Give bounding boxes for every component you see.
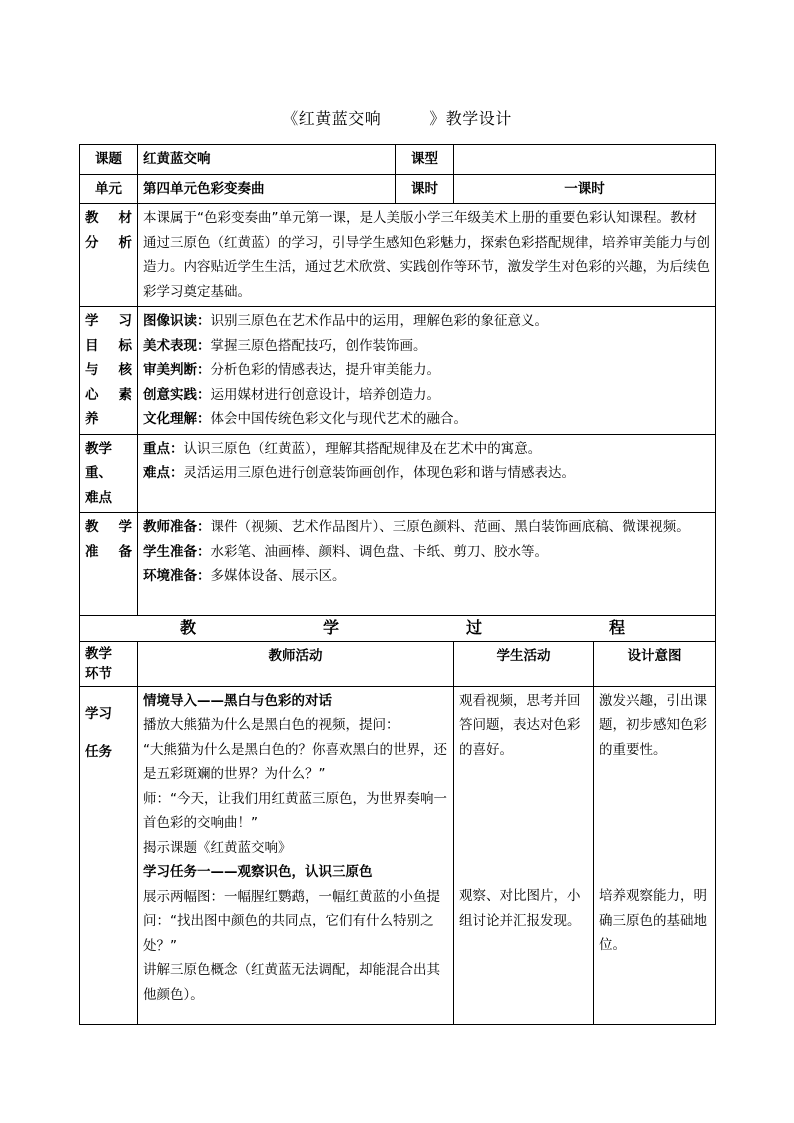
type-label: 课型 (396, 145, 454, 175)
goal-item: 文化理解：体会中国传统色彩文化与现代艺术的融合。 (143, 411, 467, 427)
process-title: 教 学 过 程 (80, 616, 716, 642)
type-value (454, 145, 716, 175)
goal-item: 审美判断：分析色彩的情感表达，提升审美能力。 (143, 362, 440, 378)
analysis-row (80, 204, 716, 307)
hours-value: 一课时 (454, 174, 716, 204)
unit-row (80, 174, 716, 204)
goal-item: 图像识读：识别三原色在艺术作品中的运用，理解色彩的象征意义。 (143, 313, 548, 329)
col-intent-header: 设计意图 (594, 641, 716, 686)
col-teacher-header: 教师活动 (138, 641, 454, 686)
goals-list (138, 307, 716, 435)
prep-label: 教 学 准备 (80, 513, 138, 616)
hours-label: 课时 (396, 174, 454, 204)
prep-item: 环境准备：多媒体设备、展示区。 (143, 568, 346, 584)
goals-row (80, 307, 716, 435)
topic-value: 红黄蓝交响 (138, 145, 396, 175)
prep-row (80, 513, 716, 616)
title-left: 《红黄蓝交响 (282, 109, 382, 128)
col-stage-header: 教学 环节 (80, 641, 138, 686)
analysis-label: 教 材 分析 (80, 204, 138, 307)
topic-row (80, 145, 716, 175)
keypoints-row (80, 434, 716, 513)
goal-item: 创意实践：运用媒材进行创意设计，培养创造力。 (143, 386, 440, 403)
teacher-activity: 情境导入——黑白与色彩的对话 播放大熊猫为什么是黑白色的视频，提问： “大熊猫为什么是黑白色的？你喜欢黑白的世界，还是五彩斑斓的世界？为什么？” 师：“今天，让我们用红黄蓝三原色，为世界奏响一首色彩的交响曲！” 揭示课题《红黄蓝交响》 学习任务一——观察识色，认识三原色 展示两幅图：一幅腥红鹦鹉，一幅红黄蓝的小鱼提问：“找出图中颜色的共同点，它们有什么特别之处？” 讲解三原色概念（红黄蓝无法调配，却能混合出其他颜色）。 (138, 686, 454, 1024)
process-title-row (80, 616, 716, 642)
keypoint-item: 重点：认识三原色（红黄蓝），理解其搭配规律及在艺术中的寓意。 (143, 440, 542, 457)
section-heading: 学习任务一——观察识色，认识三原色 (143, 864, 373, 880)
topic-label: 课题 (80, 145, 138, 175)
unit-label: 单元 (80, 174, 138, 204)
section-heading: 情境导入——黑白与色彩的对话 (143, 692, 332, 709)
lesson-plan-table (79, 144, 716, 1025)
process-content-row (80, 686, 716, 1024)
goal-item: 美术表现：掌握三原色搭配技巧，创作装饰画。 (143, 337, 427, 354)
prep-item: 教师准备：课件（视频、艺术作品图片）、三原色颜料、范画、黑白装饰画底稿、微课视频。 (143, 519, 690, 535)
keypoint-item: 难点：灵活运用三原色进行创意装饰画创作，体现色彩和谐与情感表达。 (143, 465, 575, 481)
prep-item: 学生准备：水彩笔、油画棒、颜料、调色盘、卡纸、剪刀、胶水等。 (143, 543, 548, 560)
stage-cell: 学习 任务 (80, 686, 138, 1024)
goals-label: 学 习 目 标 与 核 心 素 养 (80, 307, 138, 435)
keypoints-list (138, 434, 716, 513)
process-header-row (80, 641, 716, 686)
prep-list (138, 513, 716, 616)
title-right: 》教学设计 (429, 109, 512, 128)
design-intent: 激发兴趣，引出课题，初步感知色彩的重要性。 培养观察能力，明确三原色的基础地位。 (594, 686, 716, 1024)
unit-value: 第四单元色彩变奏曲 (138, 174, 396, 204)
analysis-text: 本课属于“色彩变奏曲”单元第一课，是人美版小学三年级美术上册的重要色彩认知课程。教材通过三原色（红黄蓝）的学习，引导学生感知色彩魅力，探索色彩搭配规律，培养审美能力与创造力。内容贴近学生生活，通过艺术欣赏、实践创作等环节，激发学生对色彩的兴趣，为后续色彩学习奠定基础。 (138, 204, 716, 307)
col-student-header: 学生活动 (454, 641, 594, 686)
keypoints-label: 教学 重、 难点 (80, 434, 138, 513)
student-activity: 观看视频，思考并回答问题，表达对色彩的喜好。 观察、对比图片，小组讨论并汇报发现。 (454, 686, 594, 1024)
document-title (0, 106, 794, 129)
